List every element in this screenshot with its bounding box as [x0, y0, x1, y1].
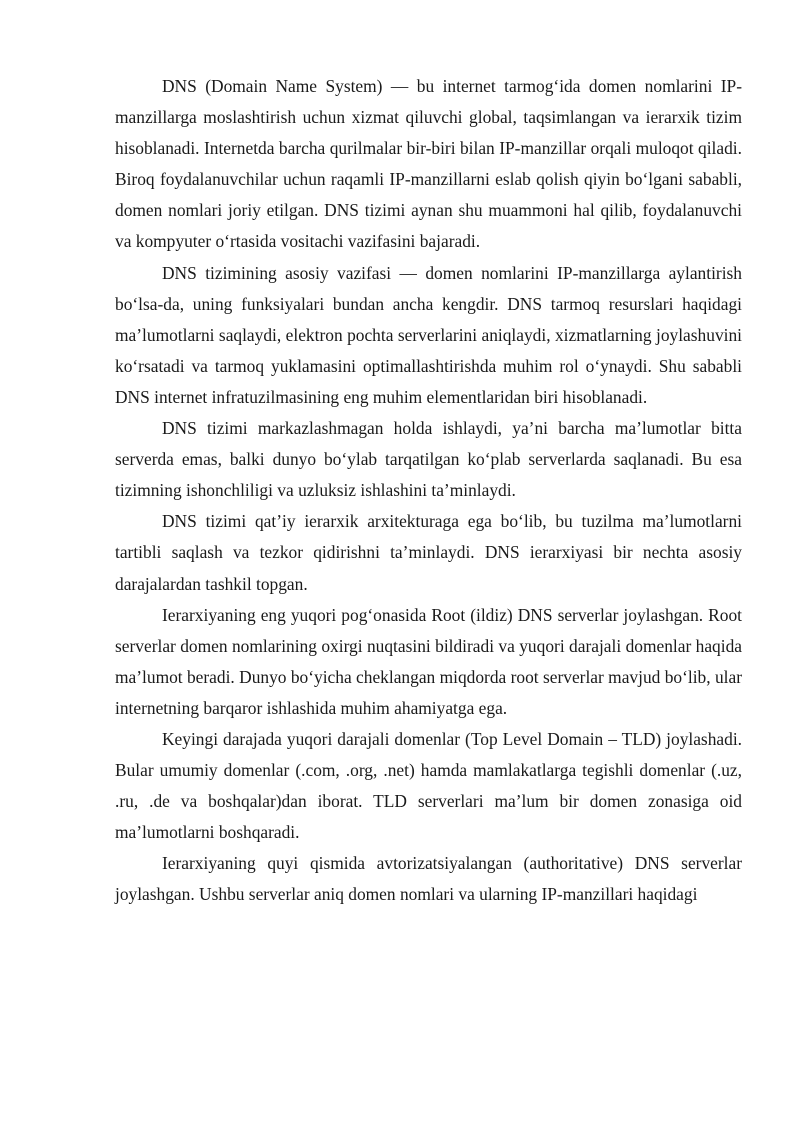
paragraph-hierarchy: DNS tizimi qat’iy ierarxik arxitekturaga ega bo‘lib, bu tuzilma ma’lumotlarni tartibli saqlash va tezkor qidirishni ta’minlaydi. DNS ierarxiyasi bir nechta asosiy darajalardan tashkil topgan.	[115, 511, 742, 594]
paragraph-dns-functions: DNS tizimining asosiy vazifasi — domen nomlarini IP-manzillarga aylantirish bo‘lsa-da, uning funksiyalari bundan ancha kengdir. DNS tarmoq resurslari haqidagi ma’lumotlarni saqlaydi, elektron pochta serverlarini aniqlaydi, xizmatlarning joylashuvini ko‘rsatadi va tarmoq yuklamasini optimallashtirishda muhim rol o‘ynaydi. Shu sababli DNS internet infratuzilmasining eng muhim elementlaridan biri hisoblanadi.	[115, 262, 742, 407]
paragraph-decentralized: DNS tizimi markazlashmagan holda ishlaydi, ya’ni barcha ma’lumotlar bitta serverda emas, balki dunyo bo‘ylab tarqatilgan ko‘plab serverlarda saqlanadi. Bu esa tizimning ishonchliligi va uzluksiz ishlashini ta’minlaydi.	[115, 418, 742, 501]
paragraph-authoritative: Ierarxiyaning quyi qismida avtorizatsiyalangan (authoritative) DNS serverlar joylashgan. Ushbu serverlar aniq domen nomlari va ularning IP-manzillari haqidagi	[115, 853, 742, 905]
paragraph-dns-definition: DNS (Domain Name System) — bu internet tarmog‘ida domen nomlarini IP-manzillarga moslashtirish uchun xizmat qiluvchi global, taqsimlangan va ierarxik tizim hisoblanadi. Internetda barcha qurilmalar bir-biri bilan IP-manzillar orqali muloqot qiladi. Biroq foydalanuvchilar uchun raqamli IP-manzillarni eslab qolish qiyin bo‘lgani sababli, domen nomlari joriy etilgan. DNS tizimi aynan shu muammoni hal qilib, foydalanuvchi va kompyuter o‘rtasida vositachi vazifasini bajaradi.	[115, 76, 742, 252]
paragraph-root-servers: Ierarxiyaning eng yuqori pog‘onasida Root (ildiz) DNS serverlar joylashgan. Root serverlar domen nomlarining oxirgi nuqtasini bildiradi va yuqori darajali domenlar haqida ma’lumot beradi. Dunyo bo‘yicha cheklangan miqdorda root serverlar mavjud bo‘lib, ular internetning barqaror ishlashida muhim ahamiyatga ega.	[115, 604, 742, 718]
document-page	[115, 71, 742, 911]
paragraph-tld: Keyingi darajada yuqori darajali domenlar (Top Level Domain – TLD) joylashadi. Bular umumiy domenlar (.com, .org, .net) hamda mamlakatlarga tegishli domenlar (.uz, .ru, .de va boshqalar)dan iborat. TLD serverlari ma’lum bir domen zonasiga oid ma’lumotlarni boshqaradi.	[115, 728, 742, 843]
